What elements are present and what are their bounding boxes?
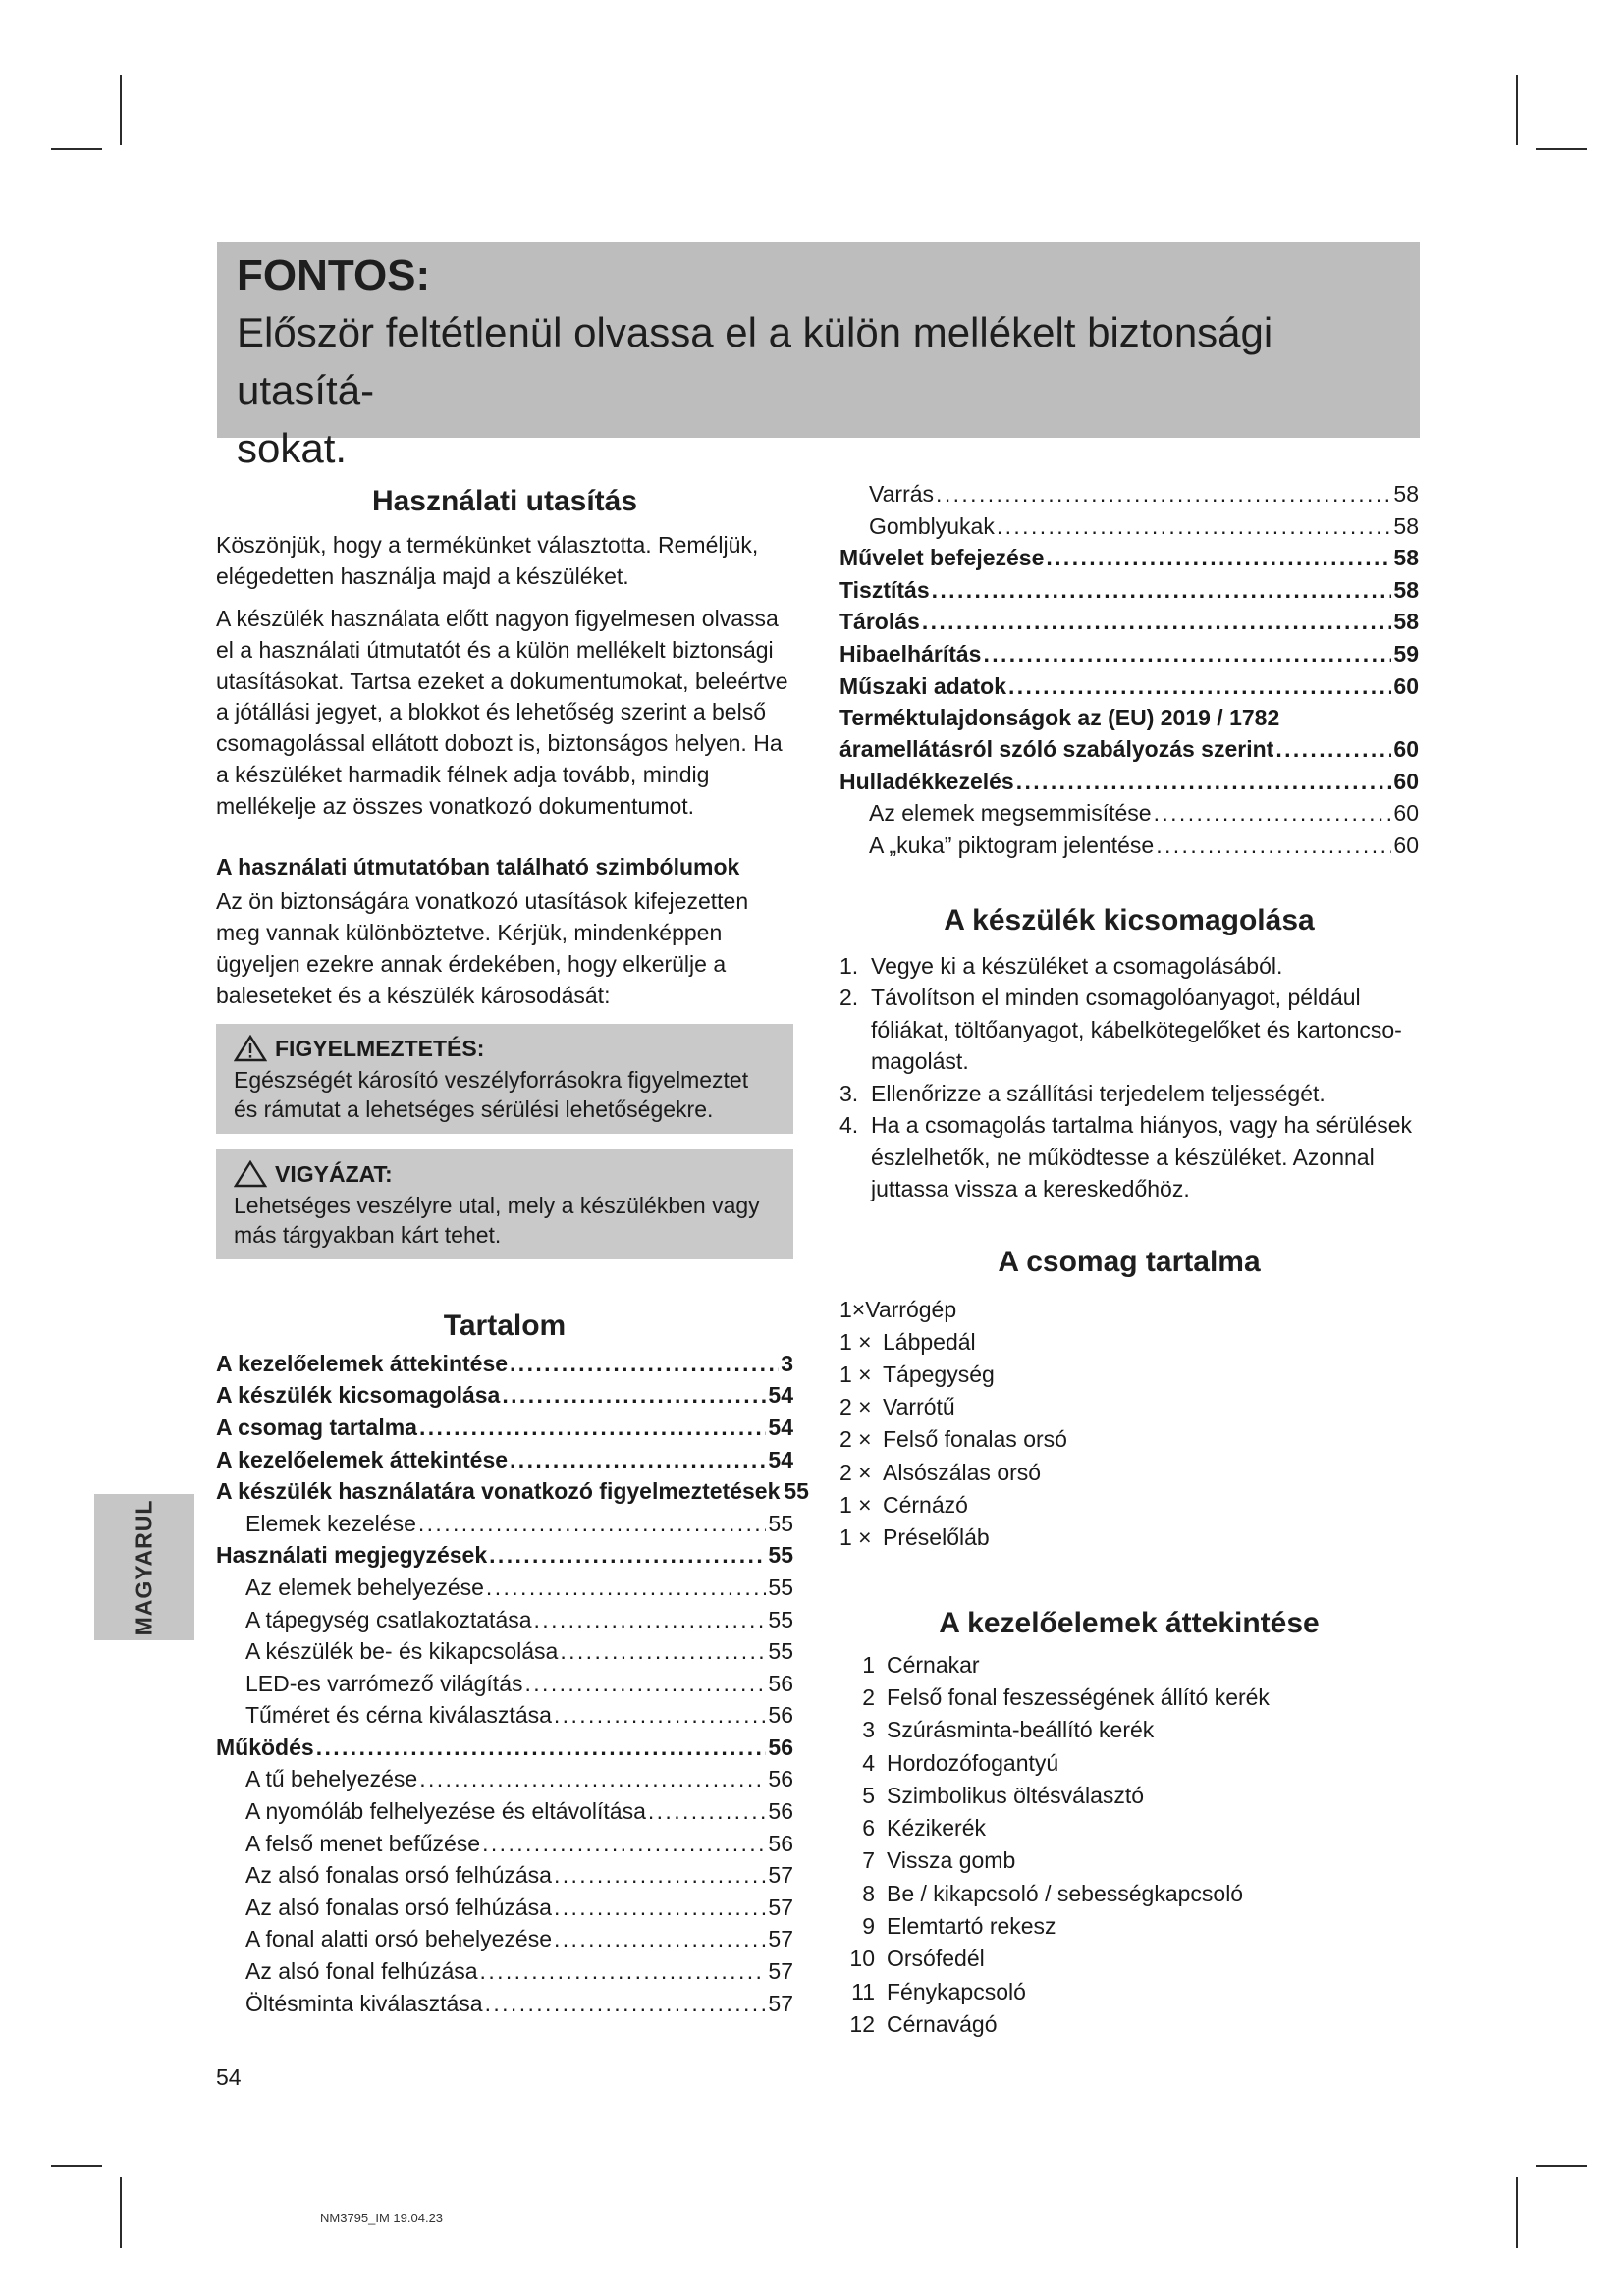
- control-number: 6: [862, 1815, 875, 1842]
- toc-leader-dots: [525, 1668, 767, 1700]
- toc-leader-dots: [485, 1988, 767, 2020]
- toc-entry-label: Tisztítás: [839, 576, 930, 603]
- toc-entry-label: A kezelőelemek áttekintése: [216, 1446, 509, 1472]
- crop-mark: [120, 2177, 122, 2248]
- unpacking-heading: A készülék kicsomagolása: [944, 903, 1315, 936]
- toc-entry-label: Műszaki adatok: [839, 672, 1006, 699]
- toc-entry-label: Az alsó fonalas orsó felhúzása: [245, 1894, 552, 1920]
- toc-entry[interactable]: [839, 797, 1419, 829]
- toc-entry[interactable]: [216, 1732, 793, 1764]
- left-column: [216, 482, 809, 2019]
- caution-header: [234, 1157, 776, 1191]
- toc-leader-dots: [1008, 670, 1391, 703]
- toc-entry[interactable]: [839, 542, 1419, 574]
- toc-left: [216, 1348, 809, 2019]
- step-text: Távolítson el minden csomagolóanyagot, például fóliákat, töltőanyagot, kábelkötegelőket és kartoncso-magolást.: [871, 985, 1402, 1075]
- toc-entry-page: 56: [768, 1734, 793, 1760]
- item-quantity: 1 ×: [839, 1328, 872, 1355]
- language-side-tab: [94, 1494, 194, 1640]
- toc-entry-page: 55: [784, 1478, 809, 1505]
- item-name: Felső fonalas orsó: [883, 1426, 1067, 1453]
- toc-regulation-entry: [839, 702, 1419, 766]
- toc-leader-dots: [510, 1444, 766, 1476]
- toc-entry[interactable]: [839, 638, 1419, 670]
- toc-entry-label: Öltésminta kiválasztása: [245, 1990, 483, 2016]
- toc-entry-label: Az elemek megsemmisítése: [869, 800, 1152, 827]
- control-name: Be / kikapcsoló / sebességkapcsoló: [887, 1880, 1244, 1906]
- notice-line-1: Először feltétlenül olvassa el a külön mellékelt biztonsági utasítá-: [237, 309, 1273, 413]
- toc-entry[interactable]: [839, 829, 1419, 862]
- toc-entry-label: A készülék kicsomagolása: [216, 1382, 501, 1409]
- toc-entry[interactable]: [216, 1348, 793, 1380]
- toc-leader-dots: [419, 1763, 766, 1795]
- toc-leader-dots: [510, 1348, 779, 1380]
- item-name: Lábpedál: [883, 1328, 976, 1355]
- control-item: [839, 1682, 1419, 1714]
- toc-entry-label: Tűméret és cérna kiválasztása: [245, 1702, 552, 1729]
- toc-entry-page: 57: [768, 1958, 793, 1985]
- control-number: 7: [862, 1847, 875, 1874]
- toc-leader-dots: [554, 1699, 767, 1732]
- toc-leader-dots: [560, 1635, 766, 1668]
- toc-entry-page: 57: [768, 1894, 793, 1920]
- toc-entry-label: Művelet befejezése: [839, 545, 1045, 571]
- contents-item: [839, 1423, 1419, 1456]
- toc-entry[interactable]: [216, 1955, 793, 1988]
- toc-leader-dots: [419, 1412, 766, 1444]
- control-number: 3: [862, 1717, 875, 1743]
- toc-leader-dots: [502, 1379, 766, 1412]
- toc-entry-label: A tápegység csatlakoztatása: [245, 1606, 532, 1632]
- contents-item: [839, 1326, 1419, 1359]
- toc-entry-page: 58: [1393, 481, 1419, 507]
- control-item: [839, 1910, 1419, 1943]
- toc-leader-dots: [922, 606, 1392, 638]
- toc-entry-label: Az alsó fonal felhúzása: [245, 1958, 478, 1985]
- crop-mark: [51, 148, 102, 150]
- toc-entry-page: 58: [1393, 512, 1419, 539]
- contents-first-item: 1×Varrógép: [839, 1296, 957, 1322]
- control-item: [839, 1943, 1419, 1975]
- step-number: 1.: [839, 952, 859, 979]
- toc-entry-page: 56: [768, 1798, 793, 1825]
- toc-leader-dots: [554, 1859, 766, 1892]
- item-name: Cérnázó: [883, 1492, 968, 1519]
- right-column: [839, 482, 1419, 2041]
- toc-entry-page: 60: [1393, 800, 1419, 827]
- toc-entry[interactable]: [216, 1444, 793, 1476]
- toc-entry[interactable]: [216, 1859, 793, 1892]
- contents-heading: A csomag tartalma: [998, 1245, 1261, 1278]
- item-name: Tápegység: [883, 1361, 995, 1387]
- control-name: Fénykapcsoló: [887, 1978, 1026, 2004]
- intro-paragraph-1: Köszönjük, hogy a termékünket választotta. Reméljük, elégedetten használja majd a készüléket.: [216, 532, 759, 589]
- toc-entry[interactable]: [839, 766, 1419, 798]
- toc-entry-page: 54: [768, 1382, 793, 1409]
- step-text: Ellenőrizze a szállítási terjedelem teljességét.: [871, 1080, 1326, 1106]
- toc-entry-page: 60: [1393, 831, 1419, 858]
- unpacking-step: [839, 982, 1419, 1078]
- toc-entry-page: 57: [768, 1862, 793, 1889]
- toc-entry[interactable]: [216, 1412, 793, 1444]
- control-item: [839, 2008, 1419, 2041]
- toc-entry-label: Hibaelhárítás: [839, 640, 982, 667]
- toc-entry-label: Gomblyukak: [869, 512, 995, 539]
- toc-leader-dots: [936, 478, 1391, 510]
- toc-entry[interactable]: [216, 1763, 793, 1795]
- step-number: 2.: [839, 985, 859, 1011]
- symbols-heading: A használati útmutatóban található szimbólumok: [216, 853, 740, 880]
- toc-entry-page: 55: [768, 1638, 793, 1665]
- toc-leader-dots: [316, 1732, 767, 1764]
- control-name: Szimbolikus öltésválasztó: [887, 1782, 1145, 1808]
- control-name: Elemtartó rekesz: [887, 1912, 1056, 1939]
- toc-entry[interactable]: [216, 1923, 793, 1955]
- toc-entry-label: A készülék be- és kikapcsolása: [245, 1638, 559, 1665]
- toc-entry-label: A nyomóláb felhelyezése és eltávolítása: [245, 1798, 646, 1825]
- unpacking-step: [839, 950, 1419, 983]
- toc-entry[interactable]: [216, 1604, 793, 1636]
- toc-entry-page: 56: [768, 1830, 793, 1856]
- toc-entry-page: 55: [768, 1510, 793, 1536]
- toc-entry-label: A fonal alatti orsó behelyezése: [245, 1926, 552, 1952]
- toc-entry[interactable]: [216, 1539, 793, 1572]
- control-number: 2: [862, 1683, 875, 1710]
- toc-entry-page: 58: [1393, 609, 1419, 635]
- control-item: [839, 1714, 1419, 1746]
- item-quantity: 2 ×: [839, 1426, 872, 1453]
- toc-entry[interactable]: [839, 670, 1419, 703]
- toc-entry[interactable]: [216, 1828, 793, 1860]
- contents-list: [839, 1326, 1419, 1555]
- warning-title: FIGYELMEZTETÉS:: [275, 1035, 485, 1061]
- print-footer: NM3795_IM 19.04.23: [320, 2211, 444, 2225]
- toc-entry[interactable]: [216, 1699, 793, 1732]
- toc-leader-dots: [482, 1828, 766, 1860]
- toc-leader-dots: [997, 510, 1392, 543]
- toc-entry-label: Az alsó fonalas orsó felhúzása: [245, 1862, 552, 1889]
- intro-paragraph-2: A készülék használata előtt nagyon figyelmesen olvassa el a használati útmutatót és a külön mellékelt biztonsági utasításokat. Tartsa ezeket a dokumentumokat, beleértve a jótállási jegyet, a blokkot és lehetőség szerint a belső csomagolással ellátott dobozt is, biztonságos helyen. Ha a készüléket harmadik félnek adja tovább, mindig mellékelje az összes vonatkozó dokumentumot.: [216, 606, 788, 819]
- control-number: 8: [862, 1880, 875, 1906]
- toc-entry-label: Az elemek behelyezése: [245, 1574, 484, 1600]
- toc-entry[interactable]: [216, 1379, 793, 1412]
- control-number: 11: [851, 1978, 875, 2004]
- toc-leader-dots: [983, 638, 1391, 670]
- toc-entry-page: 60: [1393, 768, 1419, 794]
- toc-entry[interactable]: [839, 510, 1419, 543]
- toc-leader-dots: [1154, 797, 1392, 829]
- toc-leader-dots: [480, 1955, 767, 1988]
- important-notice-box: [217, 242, 1420, 471]
- contents-item: [839, 1522, 1419, 1554]
- toc-entry[interactable]: áramellátásról szóló szabályozás szerint . . . 60: [839, 733, 1419, 766]
- control-item: [839, 1844, 1419, 1877]
- item-quantity: 1 ×: [839, 1361, 872, 1387]
- step-text: Vegye ki a készüléket a csomagolásából.: [871, 952, 1283, 979]
- control-item: [839, 1812, 1419, 1844]
- step-text: Ha a csomagolás tartalma hiányos, vagy ha sérülések észlelhetők, ne működtesse a készüléket. Azonnal juttassa vissza a kereskedőhöz.: [871, 1112, 1413, 1202]
- toc-leader-dots: [1046, 542, 1391, 574]
- toc-entry-page: 57: [768, 1990, 793, 2016]
- toc-entry-label: A felső menet befűzése: [245, 1830, 481, 1856]
- toc-leader-dots: [932, 574, 1392, 607]
- item-name: Préselőláb: [883, 1524, 990, 1551]
- toc-entry-page: 55: [768, 1606, 793, 1632]
- control-item: [839, 1747, 1419, 1780]
- contents-item: [839, 1489, 1419, 1522]
- control-name: Hordozófogantyú: [887, 1749, 1059, 1776]
- control-number: 5: [862, 1782, 875, 1808]
- toc-entry[interactable]: [839, 606, 1419, 638]
- unpacking-step: [839, 1109, 1419, 1205]
- toc-leader-dots: [489, 1539, 766, 1572]
- caution-triangle-icon: [234, 1160, 267, 1188]
- controls-heading: A kezelőelemek áttekintése: [939, 1606, 1320, 1639]
- caution-text: Lehetséges veszélyre utal, mely a készülékben vagy más tárgyakban kárt tehet.: [234, 1192, 760, 1248]
- toc-entry-page: 56: [768, 1766, 793, 1792]
- toc-entry-page: 59: [1393, 640, 1419, 667]
- intro-heading: Használati utasítás: [371, 485, 638, 517]
- crop-mark: [1536, 2165, 1587, 2167]
- control-name: Cérnavágó: [887, 2010, 998, 2037]
- toc-entry-label: Tárolás: [839, 609, 920, 635]
- toc-entry-label: A „kuka” piktogram jelentése: [869, 831, 1155, 858]
- toc-right-2: [839, 766, 1419, 862]
- contents-item: [839, 1359, 1419, 1391]
- control-number: 9: [862, 1912, 875, 1939]
- toc-entry[interactable]: Terméktulajdonságok az (EU) 2019 / 1782: [839, 705, 1280, 731]
- caution-title: VIGYÁZAT:: [275, 1160, 393, 1187]
- toc-entry-page: 54: [768, 1414, 793, 1440]
- toc-leader-dots: [418, 1508, 767, 1540]
- toc-entry-page: 3: [781, 1350, 793, 1376]
- toc-entry-page: 55: [768, 1574, 793, 1600]
- control-name: Orsófedél: [887, 1946, 985, 1972]
- toc-leader-dots: [534, 1604, 767, 1636]
- toc-entry[interactable]: [216, 1475, 809, 1508]
- crop-mark: [51, 2165, 102, 2167]
- control-item: [839, 1780, 1419, 1812]
- toc-heading: Tartalom: [443, 1308, 567, 1342]
- crop-mark: [1516, 2177, 1518, 2248]
- toc-leader-dots: [1156, 829, 1391, 862]
- item-quantity: 1 ×: [839, 1524, 872, 1551]
- toc-entry-page: 54: [768, 1446, 793, 1472]
- control-item: [839, 1649, 1419, 1682]
- toc-right: [839, 478, 1419, 702]
- toc-entry[interactable]: [216, 1988, 793, 2020]
- notice-title: FONTOS:: [237, 251, 431, 299]
- contents-item: [839, 1391, 1419, 1423]
- unpacking-step: [839, 1078, 1419, 1110]
- control-number: 1: [862, 1651, 875, 1678]
- step-number: 4.: [839, 1112, 859, 1139]
- item-quantity: 2 ×: [839, 1459, 872, 1485]
- toc-leader-dots: [486, 1572, 766, 1604]
- toc-leader-dots: [648, 1795, 767, 1828]
- toc-entry[interactable]: [216, 1572, 793, 1604]
- controls-list: [839, 1649, 1419, 2042]
- toc-entry-label: A kezelőelemek áttekintése: [216, 1350, 509, 1376]
- toc-entry-label: Elemek kezelése: [245, 1510, 416, 1536]
- control-number: 4: [862, 1749, 875, 1776]
- toc-entry-label: A csomag tartalma: [216, 1414, 417, 1440]
- step-number: 3.: [839, 1080, 859, 1106]
- toc-entry-label: Működés: [216, 1734, 314, 1760]
- toc-entry-label: LED-es varrómező világítás: [245, 1670, 523, 1696]
- warning-text: Egészségét károsító veszélyforrásokra figyelmeztet és rámutat a lehetséges sérülési lehetőségekre.: [234, 1066, 749, 1122]
- toc-entry[interactable]: [216, 1508, 793, 1540]
- symbols-text: Az ön biztonságára vonatkozó utasítások kifejezetten meg vannak különböztetve. Kérjük, mindenképpen ügyeljen ezekre annak érdekében, hogy elkerülje a baleseteket és a készülék károsodását:: [216, 887, 749, 1009]
- toc-leader-dots: [554, 1892, 766, 1924]
- toc-entry[interactable]: [839, 574, 1419, 607]
- toc-entry-label: Hulladékkezelés: [839, 768, 1014, 794]
- toc-entry-page: 60: [1393, 672, 1419, 699]
- toc-entry-page: 55: [768, 1542, 793, 1569]
- toc-entry[interactable]: [216, 1635, 793, 1668]
- unpacking-steps: [839, 950, 1419, 1205]
- item-name: Alsószálas orsó: [883, 1459, 1042, 1485]
- control-number: 12: [849, 2010, 875, 2037]
- toc-entry-label: Varrás: [869, 481, 935, 507]
- item-quantity: 1 ×: [839, 1492, 872, 1519]
- control-item: [839, 1878, 1419, 1910]
- item-name: Varrótű: [883, 1394, 955, 1420]
- control-name: Kézikerék: [887, 1815, 986, 1842]
- page-number: 54: [216, 2064, 242, 2090]
- toc-entry[interactable]: [216, 1668, 793, 1700]
- control-item: [839, 1976, 1419, 2008]
- control-name: Szúrásminta-beállító kerék: [887, 1717, 1155, 1743]
- toc-entry-label: A tű behelyezése: [245, 1766, 418, 1792]
- control-number: 10: [849, 1946, 875, 1972]
- caution-box: [216, 1149, 793, 1259]
- contents-item: [839, 1457, 1419, 1489]
- warning-box: [216, 1024, 793, 1134]
- toc-entry-label: A készülék használatára vonatkozó figyelmeztetések: [216, 1478, 781, 1505]
- crop-mark: [1516, 75, 1518, 145]
- notice-line-2: sokat.: [237, 425, 348, 471]
- toc-leader-dots: [1016, 766, 1392, 798]
- toc-entry-page: 56: [768, 1702, 793, 1729]
- toc-leader-dots: [554, 1923, 766, 1955]
- toc-entry[interactable]: [216, 1795, 793, 1828]
- crop-mark: [1536, 148, 1587, 150]
- control-name: Cérnakar: [887, 1651, 980, 1678]
- toc-entry-page: 58: [1393, 576, 1419, 603]
- control-name: Felső fonal feszességének állító kerék: [887, 1683, 1270, 1710]
- toc-entry[interactable]: [216, 1892, 793, 1924]
- toc-entry[interactable]: [839, 478, 1419, 510]
- toc-entry-page: 58: [1393, 545, 1419, 571]
- toc-entry-page: 57: [768, 1926, 793, 1952]
- crop-mark: [120, 75, 122, 145]
- warning-header: [234, 1032, 776, 1065]
- item-quantity: 2 ×: [839, 1394, 872, 1420]
- warning-triangle-icon: [234, 1035, 267, 1062]
- toc-entry-page: 56: [768, 1670, 793, 1696]
- language-label: MAGYARUL: [131, 1499, 157, 1635]
- toc-entry-label: Használati megjegyzések: [216, 1542, 488, 1569]
- control-name: Vissza gomb: [887, 1847, 1016, 1874]
